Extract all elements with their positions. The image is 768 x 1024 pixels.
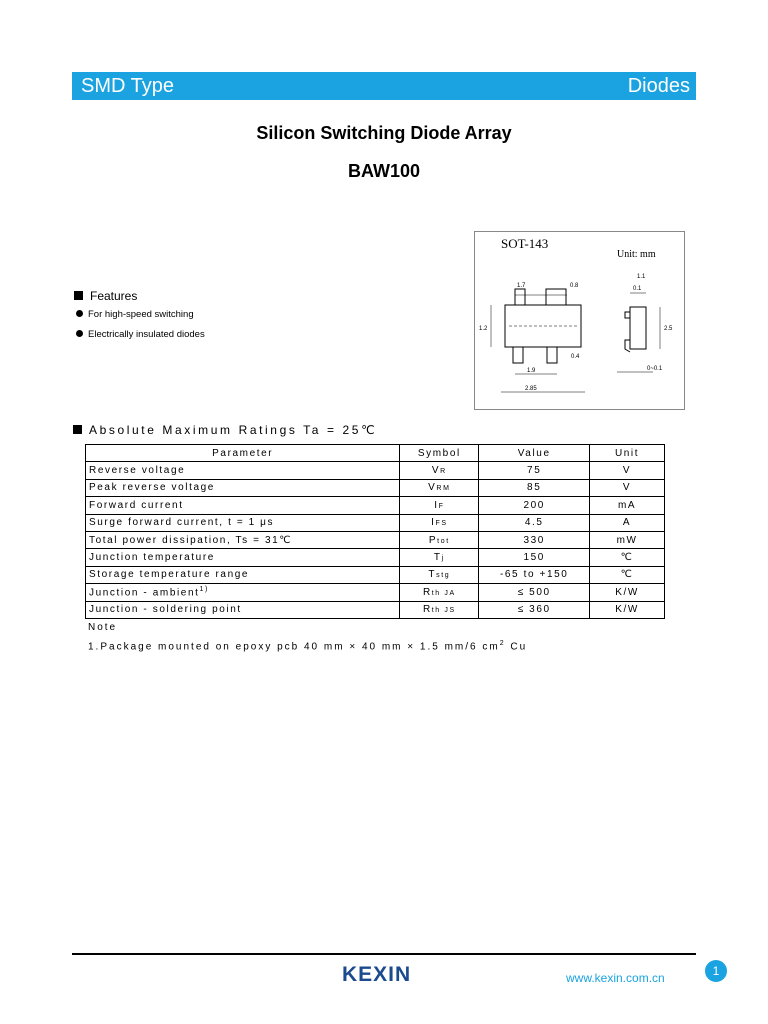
cell-symbol: IF [400,497,479,514]
cell-symbol: Ptot [400,531,479,548]
cell-value: 4.5 [479,514,590,531]
cell-value: ≤ 500 [479,584,590,601]
table-row [86,531,665,548]
footer-rule [72,953,696,955]
header-category: SMD Type [81,74,174,97]
cell-parameter: Surge forward current, t = 1 μs [86,514,400,531]
table-row [86,566,665,583]
col-header: Unit [590,445,665,462]
col-header: Value [479,445,590,462]
cell-value: 85 [479,479,590,496]
circle-bullet-icon [76,310,83,317]
kexin-logo: KEXIN [342,963,412,986]
cell-symbol: VR [400,462,479,479]
features-heading: Features [74,289,137,303]
table-row [86,462,665,479]
part-number: BAW100 [347,161,421,181]
package-drawing [474,231,685,410]
cell-value: 150 [479,549,590,566]
ratings-heading: Absolute Maximum Ratings Ta = 25℃ [73,423,377,437]
lead-2 [546,289,566,305]
feature-item: Electrically insulated diodes [76,329,205,340]
dim-right-bottom: 0~0.1 [647,366,663,372]
lead-3 [513,347,523,363]
cell-unit: V [590,479,665,496]
dim-right-top: 1.1 [637,274,646,280]
dim-side: 1.2 [479,326,488,332]
website-link[interactable]: www.kexin.com.cn [566,971,665,985]
cell-value: ≤ 360 [479,601,590,618]
table-header-row [86,445,665,462]
table-row [86,514,665,531]
page-number: 1 [705,960,727,982]
dim-top-w: 1.7 [517,283,526,289]
page-title: Silicon Switching Diode Array [256,123,512,143]
col-header: Symbol [400,445,479,462]
lead-4 [547,347,557,363]
feature-item: For high-speed switching [76,309,194,320]
note-text: 1.Package mounted on epoxy pcb 40 mm × 40 mm × 1.5 mm/6 $cm^2$ Cu [88,640,528,653]
cell-symbol: Tstg [400,566,479,583]
side-lead-top [625,312,630,318]
cell-unit: ℃ [590,549,665,566]
cell-unit: mW [590,531,665,548]
square-bullet-icon [74,291,83,300]
cell-parameter: Junction - ambient$^{1)}$ [86,584,400,601]
col-header: Parameter [86,445,400,462]
cell-value: 330 [479,531,590,548]
cell-symbol: VRM [400,479,479,496]
dim-bottom-pad: 0.4 [571,354,580,360]
table-row [86,479,665,496]
cell-symbol: Tj [400,549,479,566]
cell-parameter: Forward current [86,497,400,514]
table-row [86,549,665,566]
cell-unit: mA [590,497,665,514]
table-row [86,497,665,514]
cell-unit: K/W [590,584,665,601]
cell-symbol: Rth JS [400,601,479,618]
lead-1 [515,289,525,305]
package-name: SOT-143 [501,236,549,251]
dim-bottom-w: 1.9 [527,368,536,374]
cell-unit: A [590,514,665,531]
cell-symbol: IFS [400,514,479,531]
cell-unit: ℃ [590,566,665,583]
circle-bullet-icon [76,330,83,337]
dim-total-w: 2.85 [525,386,537,392]
cell-parameter: Junction temperature [86,549,400,566]
table-row [86,601,665,618]
dim-right-h: 2.5 [664,326,673,332]
dim-right-2: 0.1 [633,286,642,292]
header-banner [72,72,696,100]
cell-value: -65 to +150 [479,566,590,583]
cell-parameter: Storage temperature range [86,566,400,583]
side-body [630,307,646,349]
cell-parameter: Peak reverse voltage [86,479,400,496]
cell-symbol: Rth JA [400,584,479,601]
square-bullet-icon [73,425,82,434]
package-unit: Unit: mm [617,249,656,260]
cell-value: 75 [479,462,590,479]
table-row [86,584,665,601]
header-type: Diodes [627,74,690,97]
cell-unit: V [590,462,665,479]
cell-value: 200 [479,497,590,514]
cell-parameter: Junction - soldering point [86,601,400,618]
note-label: Note [88,622,118,633]
cell-unit: K/W [590,601,665,618]
cell-parameter: Total power dissipation, Ts = 31℃ [86,531,400,548]
dim-top-r: 0.8 [570,283,579,289]
ratings-table [85,444,665,619]
cell-parameter: Reverse voltage [86,462,400,479]
side-lead-bottom [625,340,630,352]
